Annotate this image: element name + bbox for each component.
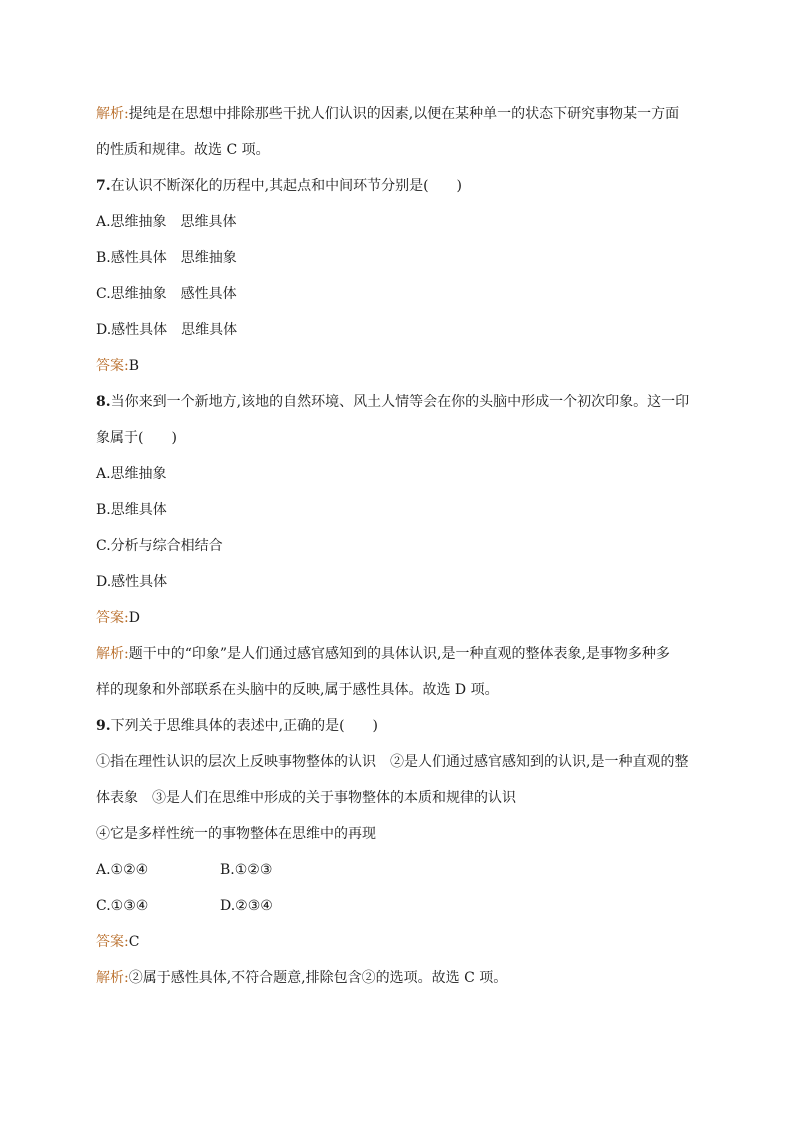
explanation-text: 提纯是在思想中排除那些干扰人们认识的因素,以便在某种单一的状态下研究事物某一方面 bbox=[128, 106, 680, 122]
question-text: 在认识不断深化的历程中,其起点和中间环节分别是( ) bbox=[110, 178, 462, 194]
question-number: 9. bbox=[96, 718, 111, 734]
explanation-label: 解析: bbox=[96, 106, 129, 122]
q9-statements-line1: ①指在理性认识的层次上反映事物整体的认识 ②是人们通过感官感知到的认识,是一种直观的整 bbox=[96, 754, 689, 770]
q8-stem-line1 bbox=[96, 392, 689, 412]
q6-explanation-line2: 的性质和规律。故选 C 项。 bbox=[96, 142, 270, 158]
question-number: 7. bbox=[96, 178, 111, 194]
q9-option-a: A.①②④ bbox=[96, 862, 149, 878]
answer-label: 答案: bbox=[96, 610, 129, 626]
q7-option-c: C.思维抽象 感性具体 bbox=[96, 286, 237, 302]
question-number: 8. bbox=[96, 394, 111, 410]
answer-label: 答案: bbox=[96, 358, 129, 374]
q8-explanation-line2: 样的现象和外部联系在头脑中的反映,属于感性具体。故选 D 项。 bbox=[96, 682, 499, 698]
q8-option-d: D.感性具体 bbox=[96, 574, 168, 590]
q9-answer bbox=[96, 932, 139, 952]
explanation-text: ②属于感性具体,不符合题意,排除包含②的选项。故选 C 项。 bbox=[128, 970, 508, 986]
q9-explanation bbox=[96, 968, 507, 988]
q8-option-b: B.思维具体 bbox=[96, 502, 167, 518]
q9-statements-line3: ④它是多样性统一的事物整体在思维中的再现 bbox=[96, 826, 376, 842]
q9-stem bbox=[96, 716, 378, 736]
explanation-text: 题干中的“印象”是人们通过感官感知到的具体认识,是一种直观的整体表象,是事物多种多 bbox=[128, 646, 670, 662]
q8-stem-line2: 象属于( ) bbox=[96, 430, 177, 446]
answer-value: B bbox=[128, 358, 140, 374]
q7-option-a: A.思维抽象 思维具体 bbox=[96, 214, 237, 230]
q9-statements-line2: 体表象 ③是人们在思维中形成的关于事物整体的本质和规律的认识 bbox=[96, 790, 516, 806]
q6-explanation-line1 bbox=[96, 104, 679, 124]
q7-answer bbox=[96, 356, 139, 376]
q9-option-b: B.①②③ bbox=[220, 862, 273, 878]
q8-option-a: A.思维抽象 bbox=[96, 466, 167, 482]
q7-option-d: D.感性具体 思维具体 bbox=[96, 322, 238, 338]
q7-option-b: B.感性具体 思维抽象 bbox=[96, 250, 237, 266]
answer-value: C bbox=[128, 934, 140, 950]
q8-explanation-line1 bbox=[96, 644, 670, 664]
q9-option-d: D.②③④ bbox=[220, 898, 273, 914]
explanation-label: 解析: bbox=[96, 646, 129, 662]
explanation-label: 解析: bbox=[96, 970, 129, 986]
q8-option-c: C.分析与综合相结合 bbox=[96, 538, 223, 554]
q7-stem bbox=[96, 176, 462, 196]
q9-option-c: C.①③④ bbox=[96, 898, 149, 914]
question-text: 当你来到一个新地方,该地的自然环境、风土人情等会在你的头脑中形成一个初次印象。这一印 bbox=[110, 394, 690, 410]
question-text: 下列关于思维具体的表述中,正确的是( ) bbox=[110, 718, 378, 734]
answer-value: D bbox=[128, 610, 140, 626]
answer-label: 答案: bbox=[96, 934, 129, 950]
q8-answer bbox=[96, 608, 140, 628]
